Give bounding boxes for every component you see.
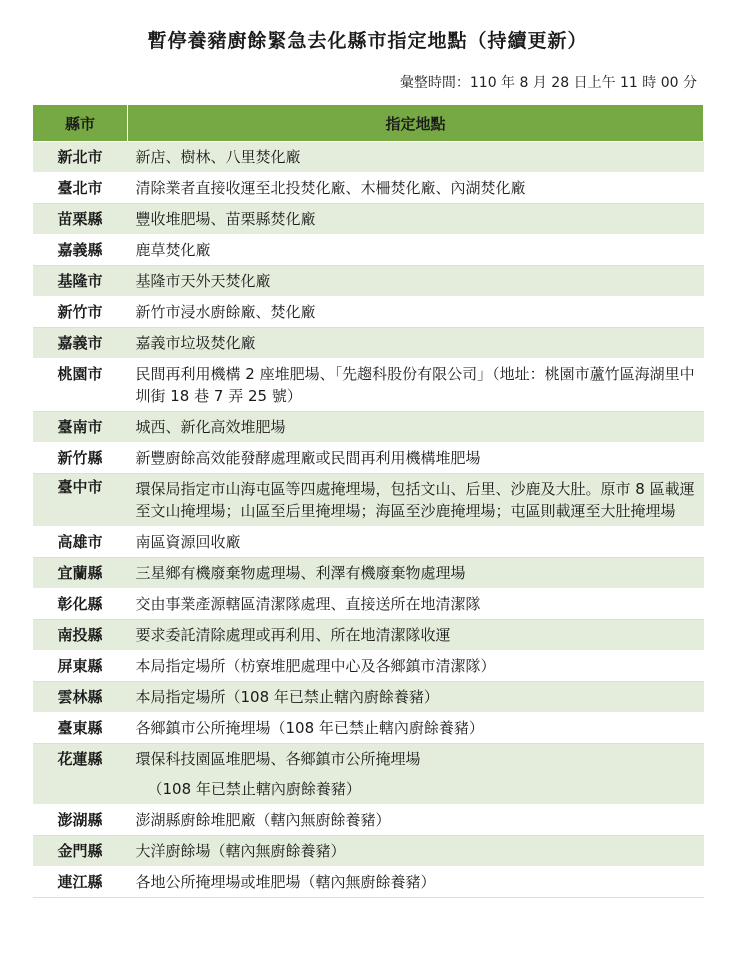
table-row — [33, 474, 704, 527]
table-row — [33, 744, 704, 805]
site-cell: 南區資源回收廠 — [128, 527, 704, 558]
city-cell: 臺中市 — [33, 474, 128, 527]
table-row — [33, 836, 704, 867]
city-cell: 金門縣 — [33, 836, 128, 867]
city-cell: 雲林縣 — [33, 682, 128, 713]
table-row — [33, 297, 704, 328]
site-cell: 澎湖縣廚餘堆肥廠（轄內無廚餘養豬） — [128, 805, 704, 836]
table-row — [33, 867, 704, 898]
site-cell: 三星鄉有機廢棄物處理場、利澤有機廢棄物處理場 — [128, 558, 704, 589]
site-cell: 新豐廚餘高效能發酵處理廠或民間再利用機構堆肥場 — [128, 443, 704, 474]
city-cell: 臺南市 — [33, 412, 128, 443]
table-row — [33, 443, 704, 474]
site-cell: 豐收堆肥場、苗栗縣焚化廠 — [128, 204, 704, 235]
site-cell: 城西、新化高效堆肥場 — [128, 412, 704, 443]
update-timestamp: 彙整時間：110 年 8 月 28 日上午 11 時 00 分 — [399, 75, 697, 91]
city-cell: 宜蘭縣 — [33, 558, 128, 589]
city-cell: 屏東縣 — [33, 651, 128, 682]
city-cell: 南投縣 — [33, 620, 128, 651]
table-row — [33, 805, 704, 836]
site-cell: 各鄉鎮市公所掩埋場（108 年已禁止轄內廚餘養豬） — [128, 713, 704, 744]
city-cell: 嘉義市 — [33, 328, 128, 359]
site-cell: 本局指定場所（枋寮堆肥處理中心及各鄉鎮市清潔隊） — [128, 651, 704, 682]
site-cell: 大洋廚餘場（轄內無廚餘養豬） — [128, 836, 704, 867]
site-cell: 清除業者直接收運至北投焚化廠、木柵焚化廠、內湖焚化廠 — [128, 173, 704, 204]
site-cell — [128, 744, 704, 805]
city-cell: 新北市 — [33, 142, 128, 173]
city-cell: 臺東縣 — [33, 713, 128, 744]
site-cell: 要求委託清除處理或再利用、所在地清潔隊收運 — [128, 620, 704, 651]
city-cell: 嘉義縣 — [33, 235, 128, 266]
site-cell: 基隆市天外天焚化廠 — [128, 266, 704, 297]
city-cell: 新竹市 — [33, 297, 128, 328]
site-cell: 新店、樹林、八里焚化廠 — [128, 142, 704, 173]
table-row — [33, 412, 704, 443]
city-cell: 苗栗縣 — [33, 204, 128, 235]
table-row — [33, 204, 704, 235]
city-cell: 彰化縣 — [33, 589, 128, 620]
site-cell: 新竹市浸水廚餘廠、焚化廠 — [128, 297, 704, 328]
table-row — [33, 142, 704, 173]
table-row — [33, 173, 704, 204]
page-title: 暫停養豬廚餘緊急去化縣市指定地點（持續更新） — [147, 30, 588, 52]
table-row — [33, 651, 704, 682]
site-cell: 嘉義市垃圾焚化廠 — [128, 328, 704, 359]
site-cell: 鹿草焚化廠 — [128, 235, 704, 266]
city-cell: 高雄市 — [33, 527, 128, 558]
city-cell: 連江縣 — [33, 867, 128, 898]
site-text: 環保科技園區堆肥場、各鄉鎮市公所掩埋場 — [135, 750, 421, 768]
city-cell: 基隆市 — [33, 266, 128, 297]
table-row — [33, 328, 704, 359]
city-cell: 花蓮縣 — [33, 744, 128, 805]
header-site: 指定地點 — [128, 105, 704, 142]
site-cell: 各地公所掩埋場或堆肥場（轄內無廚餘養豬） — [128, 867, 704, 898]
city-cell: 臺北市 — [33, 173, 128, 204]
designated-sites-table — [32, 104, 704, 898]
site-cell: 本局指定場所（108 年已禁止轄內廚餘養豬） — [128, 682, 704, 713]
site-cell: 環保局指定市山海屯區等四處掩埋場，包括文山、后里、沙鹿及大肚。原市 8 區載運至文山掩埋場；山區至后里掩埋場；海區至沙鹿掩埋場；屯區則載運至大肚掩埋場 — [128, 474, 704, 527]
city-cell: 桃園市 — [33, 359, 128, 412]
site-cell: 民間再利用機構 2 座堆肥場、「先趨科股份有限公司」（地址：桃園市蘆竹區海湖里中圳街 18 巷 7 弄 25 號） — [128, 359, 704, 412]
site-note: （108 年已禁止轄內廚餘養豬） — [147, 780, 361, 798]
table-row — [33, 359, 704, 412]
table-row — [33, 713, 704, 744]
table-row — [33, 620, 704, 651]
table-header-row — [33, 105, 704, 142]
table-row — [33, 682, 704, 713]
table-row — [33, 235, 704, 266]
site-cell: 交由事業產源轄區清潔隊處理、直接送所在地清潔隊 — [128, 589, 704, 620]
table-row — [33, 558, 704, 589]
header-city: 縣市 — [33, 105, 128, 142]
table-row — [33, 589, 704, 620]
city-cell: 新竹縣 — [33, 443, 128, 474]
city-cell: 澎湖縣 — [33, 805, 128, 836]
table-row — [33, 527, 704, 558]
table-row — [33, 266, 704, 297]
